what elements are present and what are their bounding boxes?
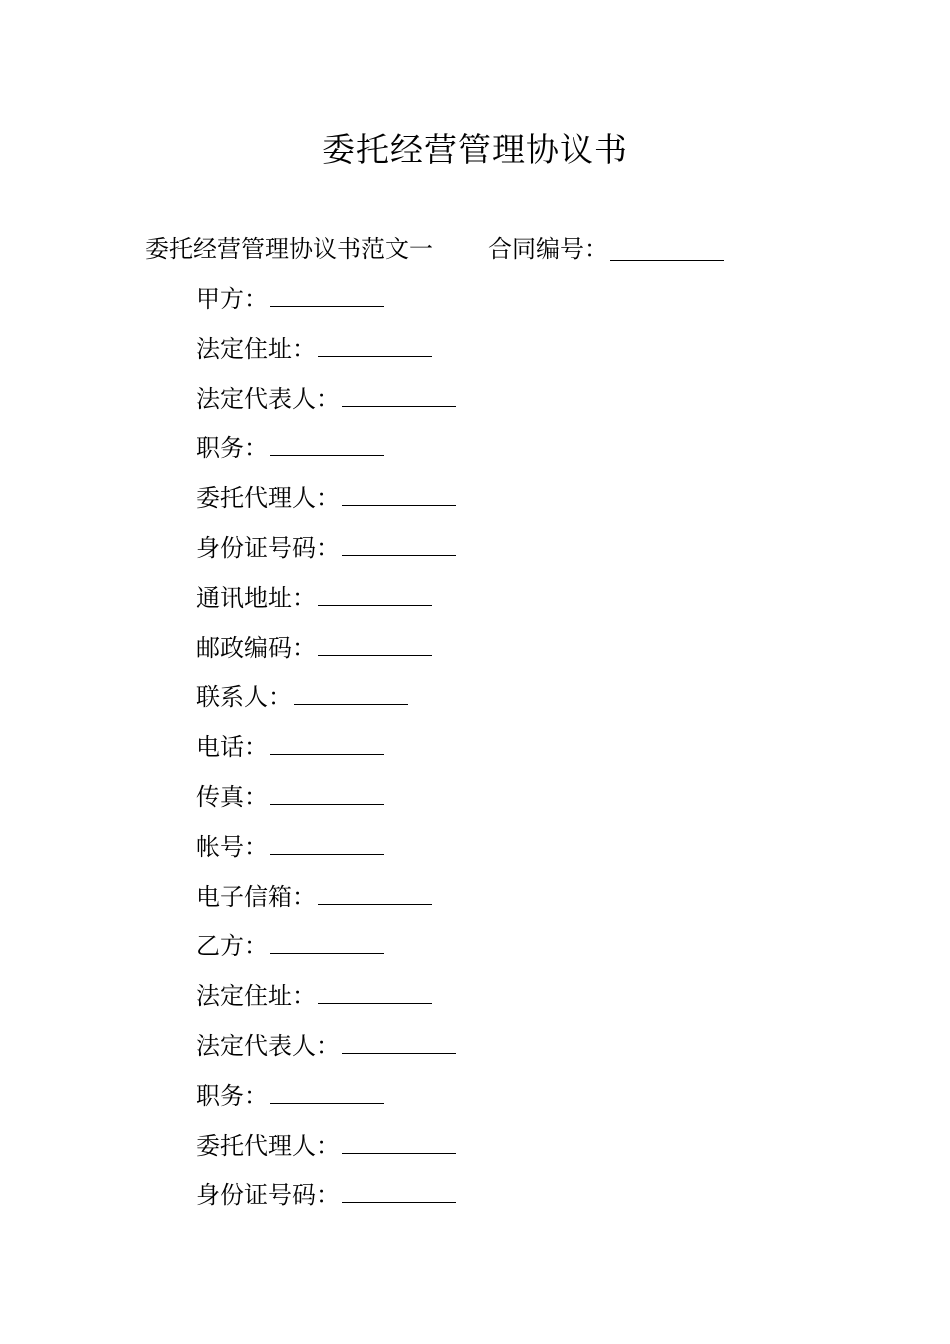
party-fields-list	[196, 281, 456, 1227]
field-blank[interactable]	[270, 931, 384, 954]
field-label: 甲方：	[196, 285, 268, 313]
field-blank[interactable]	[342, 1031, 456, 1054]
document-heading: 委托经营管理协议书范文一	[145, 235, 433, 263]
field-row-legal-address	[196, 331, 456, 381]
field-label: 法定住址：	[196, 334, 316, 363]
field-label: 电话：	[196, 733, 268, 762]
field-blank[interactable]	[270, 433, 384, 456]
field-row-legal-address	[196, 978, 456, 1028]
field-blank[interactable]	[270, 782, 384, 805]
field-blank[interactable]	[342, 384, 456, 407]
field-row-position	[196, 1078, 456, 1128]
field-label: 法定住址：	[196, 982, 316, 1011]
field-row-authorized-agent	[196, 1128, 456, 1178]
field-label: 通讯地址：	[196, 583, 316, 612]
field-label: 身份证号码：	[196, 533, 340, 562]
field-row-id-number	[196, 530, 456, 580]
field-blank[interactable]	[342, 1131, 456, 1154]
field-blank[interactable]	[318, 633, 432, 656]
field-blank[interactable]	[342, 533, 456, 556]
field-row-fax	[196, 779, 456, 829]
field-blank[interactable]	[294, 682, 408, 705]
field-row-legal-representative	[196, 1028, 456, 1078]
field-blank[interactable]	[318, 882, 432, 905]
field-blank[interactable]	[342, 483, 456, 506]
field-label: 身份证号码：	[196, 1181, 340, 1210]
field-row-postal-code	[196, 630, 456, 680]
field-label: 法定代表人：	[196, 384, 340, 413]
field-row-party-b	[196, 928, 456, 978]
field-blank[interactable]	[318, 583, 432, 606]
field-label: 邮政编码：	[196, 633, 316, 662]
field-label: 委托代理人：	[196, 1131, 340, 1160]
field-blank[interactable]	[270, 832, 384, 855]
field-label: 乙方：	[196, 932, 268, 961]
field-blank[interactable]	[270, 284, 384, 307]
field-row-mailing-address	[196, 580, 456, 630]
intro-line	[145, 231, 724, 267]
field-row-account	[196, 829, 456, 879]
field-row-email	[196, 879, 456, 929]
field-blank[interactable]	[318, 334, 432, 357]
field-row-legal-representative	[196, 381, 456, 431]
field-label: 委托代理人：	[196, 484, 340, 513]
field-blank[interactable]	[270, 732, 384, 755]
page-title: 委托经营管理协议书	[322, 130, 628, 169]
field-blank[interactable]	[318, 981, 432, 1004]
field-label: 帐号：	[196, 832, 268, 861]
field-label: 职务：	[196, 434, 268, 463]
field-row-position	[196, 430, 456, 480]
field-row-id-number	[196, 1177, 456, 1227]
field-blank[interactable]	[342, 1180, 456, 1203]
field-row-phone	[196, 729, 456, 779]
field-label: 法定代表人：	[196, 1031, 340, 1060]
field-blank[interactable]	[270, 1081, 384, 1104]
field-row-party-a	[196, 281, 456, 331]
field-label: 电子信箱：	[196, 882, 316, 911]
field-label: 联系人：	[196, 683, 292, 712]
contract-number-blank[interactable]	[610, 238, 724, 261]
field-row-authorized-agent	[196, 480, 456, 530]
field-label: 职务：	[196, 1081, 268, 1110]
contract-number-label: 合同编号：	[488, 235, 608, 263]
field-row-contact-person	[196, 679, 456, 729]
field-label: 传真：	[196, 782, 268, 811]
